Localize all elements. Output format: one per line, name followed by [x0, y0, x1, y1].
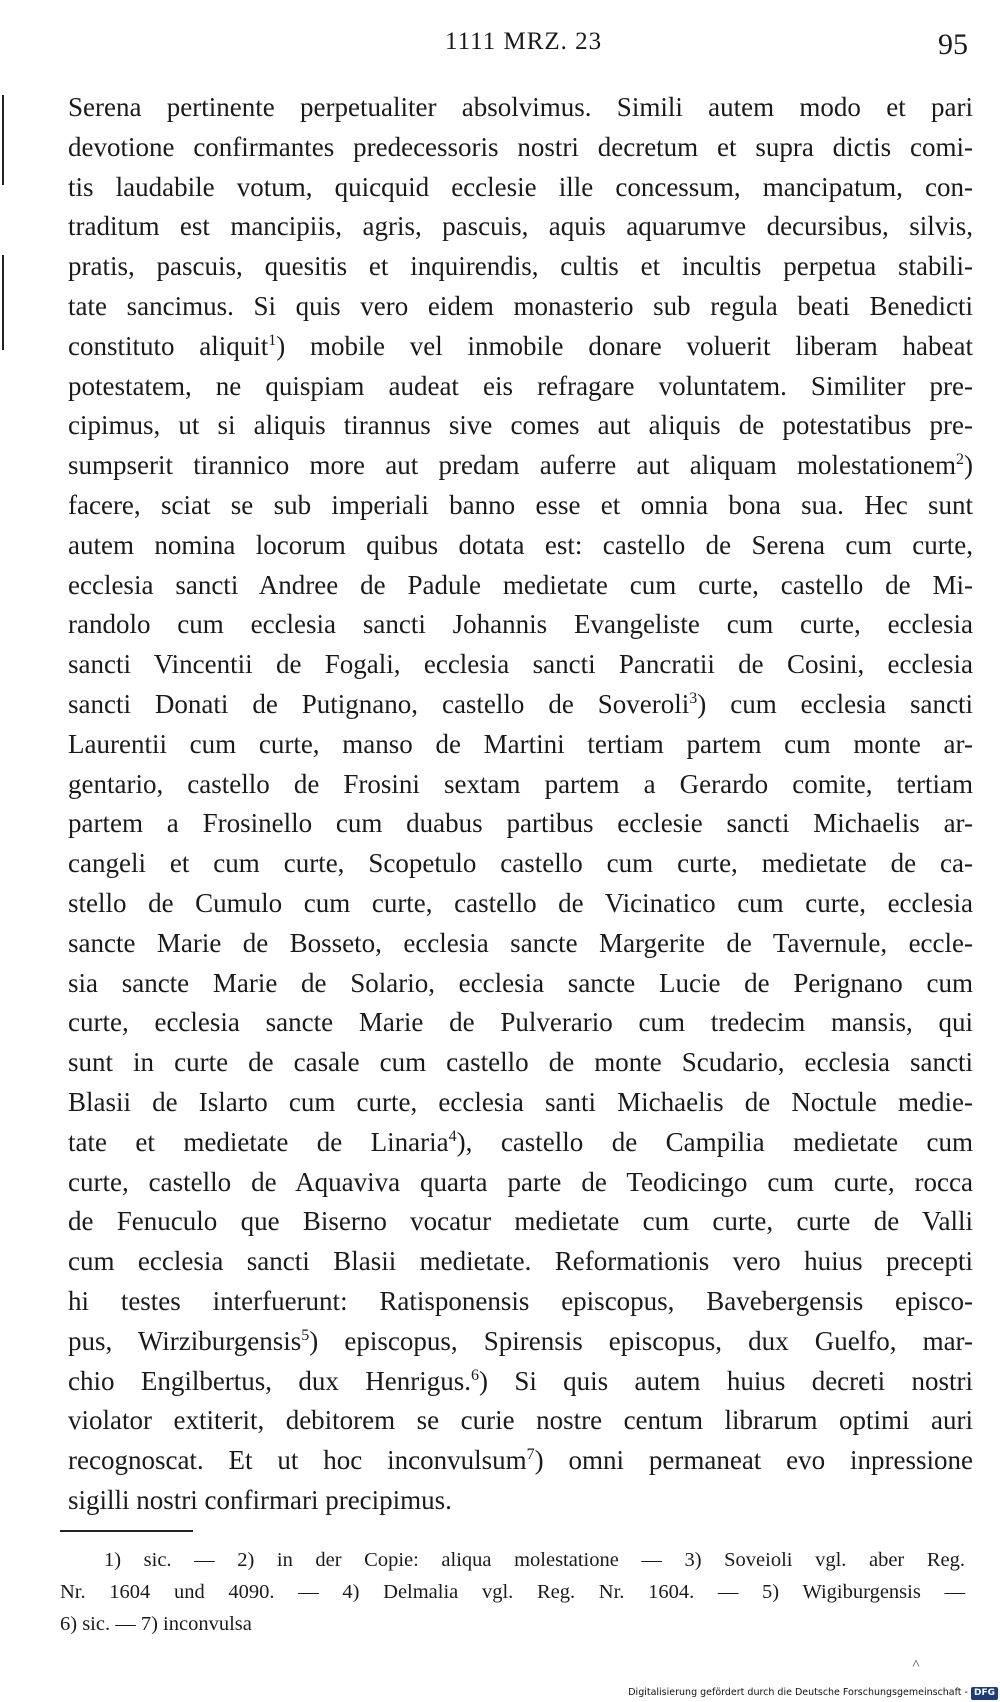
text-line [68, 804, 973, 844]
text-line [68, 1481, 973, 1521]
footnotes [60, 1544, 965, 1640]
page-number: 95 [938, 28, 968, 61]
footnote-marker: 5 [301, 1326, 310, 1344]
line-text: partem a Frosinello cum duabus partibus ecclesie sancti Michaelis ar- [68, 808, 973, 839]
margin-rule [2, 255, 4, 350]
line-text-continued: ) [964, 450, 973, 481]
text-line [68, 1202, 973, 1242]
text-line [68, 1282, 973, 1322]
text-line [68, 207, 973, 247]
line-text: tis laudabile votum, quicquid ecclesie ille concessum, mancipatum, con- [68, 171, 973, 202]
running-title: 1111 MRZ. 23 [445, 28, 603, 55]
text-line [68, 964, 973, 1004]
text-line [68, 844, 973, 884]
text-line [68, 685, 973, 725]
digitization-credit [610, 1684, 1000, 1702]
page-header [0, 22, 1000, 62]
line-text: hi testes interfuerunt: Ratisponensis episcopus, Bavebergensis episco- [68, 1285, 973, 1316]
line-text: autem nomina locorum quibus dotata est: castello de Serena cum curte, [68, 529, 973, 560]
text-line [68, 645, 973, 685]
footnote-marker: 1 [268, 331, 277, 349]
footnote-marker: 2 [956, 451, 964, 469]
line-text: sancti Vincentii de Fogali, ecclesia sancti Pancratii de Cosini, ecclesia [68, 649, 973, 680]
text-line [68, 1083, 973, 1123]
text-line [68, 924, 973, 964]
line-text: randolo cum ecclesia sancti Johannis Evangeliste cum curte, ecclesia [68, 609, 973, 640]
footnote-marker: 4 [448, 1127, 457, 1145]
line-text: sia sancte Marie de Solario, ecclesia sancte Lucie de Perignano cum [68, 967, 973, 998]
line-text: Serena pertinente perpetualiter absolvimus. Simili autem modo et pari [68, 92, 973, 122]
text-line [68, 406, 973, 446]
line-text-continued: ) Si quis autem huius decreti nostri [478, 1365, 973, 1396]
line-text: sigilli nostri confirmari precipimus. [68, 1484, 452, 1515]
line-text: de Fenuculo que Biserno vocatur medietate cum curte, curte de Valli [68, 1206, 973, 1237]
line-text: pus, Wirziburgensis [68, 1325, 302, 1356]
line-text: potestatem, ne quispiam audeat eis refragare voluntatem. Similiter pre- [68, 370, 973, 401]
text-line [68, 446, 973, 486]
credit-text: Digitalisierung gefördert durch die Deutsche Forschungsgemeinschaft - [628, 1687, 968, 1698]
line-text: sunt in curte de casale cum castello de monte Scudario, ecclesia sancti [68, 1047, 973, 1078]
footnote-marker: 6 [470, 1366, 479, 1384]
text-line [68, 884, 973, 924]
line-text: curte, castello de Aquaviva quarta parte de Teodicingo cum curte, rocca [68, 1166, 973, 1197]
text-line [68, 168, 973, 208]
text-line [68, 327, 973, 367]
text-line [68, 566, 973, 606]
text-line [68, 725, 973, 765]
line-text: cangeli et cum curte, Scopetulo castello cum curte, medietate de ca- [68, 848, 973, 879]
dfg-logo: DFG [971, 1687, 998, 1700]
footnote-line: Nr. 1604 und 4090. — 4) Delmalia vgl. Reg. Nr. 1604. — 5) Wigiburgensis — [60, 1581, 965, 1603]
text-line [68, 287, 973, 327]
line-text: cum ecclesia sancti Blasii medietate. Reformationis vero huius precepti [68, 1246, 973, 1277]
line-text: curte, ecclesia sancte Marie de Pulverario cum tredecim mansis, qui [68, 1007, 973, 1038]
line-text: devotione confirmantes predecessoris nostri decretum et supra dictis comi- [68, 131, 973, 162]
margin-rule [2, 95, 4, 185]
text-line [68, 1441, 973, 1481]
line-text: gentario, castello de Frosini sextam partem a Gerardo comite, tertiam [68, 768, 973, 799]
line-text-continued: ) omni permaneat evo inpressione [534, 1445, 973, 1476]
text-line [68, 765, 973, 805]
line-text: pratis, pascuis, quesitis et inquirendis, cultis et incultis perpetua stabili- [68, 251, 973, 282]
line-text: sancti Donati de Putignano, castello de Soveroli [68, 688, 690, 719]
text-line [68, 88, 973, 128]
text-line [68, 128, 973, 168]
text-line [68, 1163, 973, 1203]
line-text: traditum est mancipiis, agris, pascuis, aquis aquarumve decursibus, silvis, [68, 211, 973, 242]
line-text: chio Engilbertus, dux Henrigus. [68, 1365, 471, 1396]
text-line [68, 1043, 973, 1083]
footnote-marker: 3 [689, 689, 698, 707]
text-line [68, 605, 973, 645]
text-line [68, 486, 973, 526]
line-text: stello de Cumulo cum curte, castello de Vicinatico cum curte, ecclesia [68, 887, 973, 918]
line-text: ecclesia sancti Andree de Padule medietate cum curte, castello de Mi- [68, 569, 973, 600]
stray-mark: ˄ [912, 1657, 920, 1672]
line-text: recognoscat. Et ut hoc inconvulsum [68, 1445, 527, 1476]
text-line [68, 1362, 973, 1402]
footnote-line: 1) sic. — 2) in der Copie: aliqua molestatione — 3) Soveioli vgl. aber Reg. [104, 1549, 965, 1571]
text-line [68, 1003, 973, 1043]
line-text: Blasii de Islarto cum curte, ecclesia santi Michaelis de Noctule medie- [68, 1086, 973, 1117]
line-text: tate et medietate de Linaria [68, 1126, 449, 1157]
line-text: sancte Marie de Bosseto, ecclesia sancte Margerite de Tavernule, eccle- [68, 927, 973, 958]
line-text: facere, sciat se sub imperiali banno esse et omnia bona sua. Hec sunt [68, 489, 973, 520]
text-line [68, 1123, 973, 1163]
footnote-marker: 7 [526, 1446, 535, 1464]
text-line [68, 1322, 973, 1362]
line-text: constituto aliquit [68, 330, 269, 361]
footnote-line: 6) sic. — 7) inconvulsa [60, 1613, 252, 1635]
line-text-continued: ) cum ecclesia sancti [697, 688, 973, 719]
line-text-continued: ), castello de Campilia medietate cum [456, 1126, 973, 1157]
line-text: sumpserit tirannico more aut predam auferre aut aliquam molestationem [68, 450, 956, 481]
text-line [68, 1242, 973, 1282]
line-text: tate sancimus. Si quis vero eidem monasterio sub regula beati Benedicti [68, 290, 973, 321]
text-line [68, 1401, 973, 1441]
line-text: cipimus, ut si aliquis tirannus sive comes aut aliquis de potestatibus pre- [68, 410, 973, 441]
text-line [68, 367, 973, 407]
body-text [68, 88, 973, 1521]
line-text-continued: ) mobile vel inmobile donare voluerit liberam habeat [276, 330, 973, 361]
footnote-separator [60, 1530, 193, 1532]
line-text: Laurentii cum curte, manso de Martini tertiam partem cum monte ar- [68, 728, 973, 759]
line-text: violator extiterit, debitorem se curie nostre centum librarum optimi auri [68, 1405, 973, 1436]
line-text-continued: ) episcopus, Spirensis episcopus, dux Guelfo, mar- [309, 1325, 974, 1356]
text-line [68, 526, 973, 566]
text-line [68, 247, 973, 287]
